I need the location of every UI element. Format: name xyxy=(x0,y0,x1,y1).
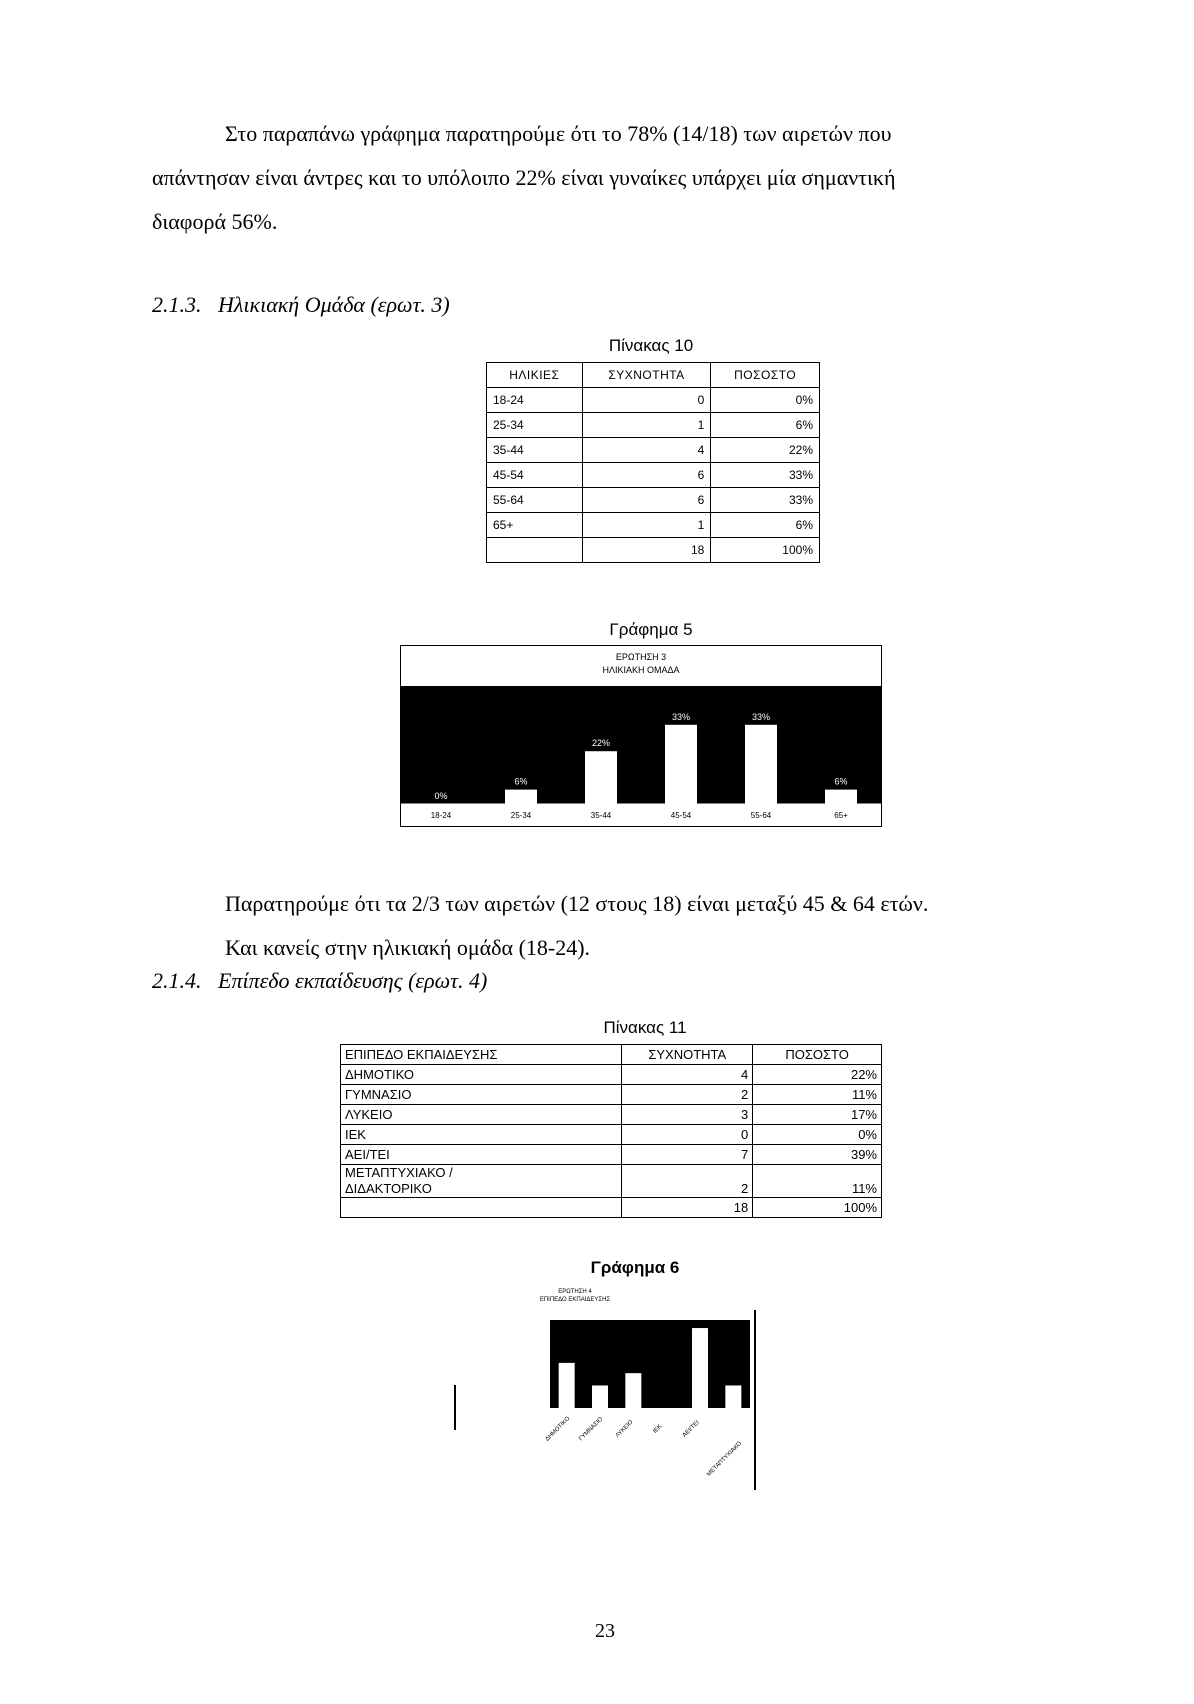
bar xyxy=(725,1385,741,1408)
table-row xyxy=(487,513,820,538)
x-tick-label: 45-54 xyxy=(670,811,692,820)
total-percent-cell: 100% xyxy=(753,1198,882,1218)
percent-cell: 0% xyxy=(711,388,820,413)
bar xyxy=(825,790,857,804)
bar xyxy=(559,1363,575,1408)
table-row xyxy=(341,1165,882,1198)
bar xyxy=(745,725,777,804)
table-total-row xyxy=(341,1198,882,1218)
table-row xyxy=(341,1125,882,1145)
x-tick-label: ΔΗΜΟΤΙΚΟ xyxy=(544,1415,572,1443)
data-label: 33% xyxy=(751,711,771,722)
age-note-line-1: Παρατηρούμε ότι τα 2/3 των αιρετών (12 στους 18) είναι μεταξύ 45 & 64 ετών. xyxy=(225,891,929,916)
age-group-cell: 35-44 xyxy=(487,438,583,463)
plot-area xyxy=(401,686,881,804)
bar xyxy=(505,790,537,804)
bar xyxy=(585,751,617,804)
table-row xyxy=(487,488,820,513)
section-number: 2.1.3. xyxy=(152,292,202,317)
bar xyxy=(665,725,697,804)
frequency-cell: 4 xyxy=(622,1065,753,1085)
bar xyxy=(625,1373,641,1408)
frequency-header: ΣΥΧΝΟΤΗΤΑ xyxy=(582,363,711,388)
chart6-caption: Γράφημα 6 xyxy=(590,1258,680,1277)
total-percent-cell: 100% xyxy=(711,538,820,563)
frequency-cell: 6 xyxy=(582,488,711,513)
total-frequency-cell: 18 xyxy=(622,1198,753,1218)
table-row xyxy=(487,438,820,463)
intro-line-1: Στο παραπάνω γράφημα παρατηρούμε ότι το 78% (14/18) των αιρετών που xyxy=(225,121,892,146)
age-group-cell: 55-64 xyxy=(487,488,583,513)
education-header: ΕΠΙΠΕΔΟ ΕΚΠΑΙΔΕΥΣΗΣ xyxy=(341,1045,622,1065)
frequency-cell: 1 xyxy=(582,513,711,538)
percent-cell: 11% xyxy=(753,1165,882,1198)
table-row xyxy=(341,1065,882,1085)
table10-caption: Πίνακας 10 xyxy=(608,336,694,355)
percent-cell: 6% xyxy=(711,413,820,438)
section-number: 2.1.4. xyxy=(152,968,202,993)
education-level-cell: ΙΕΚ xyxy=(341,1125,622,1145)
x-tick-label: ΛΥΚΕΙΟ xyxy=(614,1419,635,1440)
chart-title: ΕΡΩΤΗΣΗ 4 xyxy=(558,1289,592,1295)
percent-header: ΠΟΣΟΣΤΟ xyxy=(711,363,820,388)
percent-cell: 17% xyxy=(753,1105,882,1125)
page-number: 23 xyxy=(595,1620,615,1642)
percent-cell: 33% xyxy=(711,463,820,488)
table-row xyxy=(487,388,820,413)
data-label: 6% xyxy=(834,776,848,787)
x-tick-label: 65+ xyxy=(834,811,848,820)
education-level-cell: ΔΗΜΟΤΙΚΟ xyxy=(341,1065,622,1085)
percent-cell: 22% xyxy=(711,438,820,463)
total-frequency-cell: 18 xyxy=(582,538,711,563)
x-tick-label: ΑΕΙ/ΤΕΙ xyxy=(681,1419,701,1439)
table-header-row xyxy=(487,363,820,388)
section-title: Επίπεδο εκπαίδευσης (ερωτ. 4) xyxy=(218,968,488,993)
percent-cell: 22% xyxy=(753,1065,882,1085)
frequency-cell: 4 xyxy=(582,438,711,463)
education-level-line-2: ΔΙΔΑΚΤΟΡΙΚΟ xyxy=(345,1181,432,1196)
x-tick-label: 35-44 xyxy=(590,811,612,820)
frequency-cell: 0 xyxy=(622,1125,753,1145)
age-header: ΗΛΙΚΙΕΣ xyxy=(487,363,583,388)
x-tick-label: ΙΕΚ xyxy=(652,1423,664,1435)
section-heading-education xyxy=(152,968,487,994)
percent-header: ΠΟΣΟΣΤΟ xyxy=(753,1045,882,1065)
education-chart-svg xyxy=(450,1280,760,1490)
education-level-cell xyxy=(341,1165,622,1198)
frequency-cell: 2 xyxy=(622,1165,753,1198)
section-heading-age xyxy=(152,292,450,318)
education-level-cell: ΑΕΙ/ΤΕΙ xyxy=(341,1145,622,1165)
education-level-line-1: ΜΕΤΑΠΤΥΧΙΑΚΟ / xyxy=(345,1165,453,1180)
data-label: 6% xyxy=(514,776,528,787)
percent-cell: 39% xyxy=(753,1145,882,1165)
education-chart xyxy=(450,1280,760,1490)
percent-cell: 11% xyxy=(753,1085,882,1105)
section-title: Ηλικιακή Ομάδα (ερωτ. 3) xyxy=(218,292,450,317)
education-level-cell: ΛΥΚΕΙΟ xyxy=(341,1105,622,1125)
chart-title: ΕΡΩΤΗΣΗ 3 xyxy=(615,652,667,662)
intro-line-3: διαφορά 56%. xyxy=(152,209,278,234)
age-table xyxy=(486,362,820,563)
education-level-cell: ΓΥΜΝΑΣΙΟ xyxy=(341,1085,622,1105)
table-row xyxy=(487,463,820,488)
age-chart xyxy=(400,645,882,827)
frequency-cell: 6 xyxy=(582,463,711,488)
percent-cell: 6% xyxy=(711,513,820,538)
table-total-row xyxy=(487,538,820,563)
x-tick-label: 18-24 xyxy=(430,811,452,820)
chart-subtitle: ΕΠΙΠΕΔΟ ΕΚΠΑΙΔΕΥΣΗΣ xyxy=(539,1297,611,1303)
frequency-cell: 7 xyxy=(622,1145,753,1165)
age-group-cell: 65+ xyxy=(487,513,583,538)
percent-cell: 0% xyxy=(753,1125,882,1145)
intro-line-2: απάντησαν είναι άντρες και το υπόλοιπο 22% είναι γυναίκες υπάρχει μία σημαντική xyxy=(152,165,896,190)
total-label-cell xyxy=(487,538,583,563)
age-group-cell: 25-34 xyxy=(487,413,583,438)
x-tick-label: ΜΕΤΑΠΤΥΧΙΑΚΟ xyxy=(706,1440,744,1478)
chart5-caption: Γράφημα 5 xyxy=(609,620,693,639)
frequency-cell: 3 xyxy=(622,1105,753,1125)
frequency-header: ΣΥΧΝΟΤΗΤΑ xyxy=(622,1045,753,1065)
percent-cell: 33% xyxy=(711,488,820,513)
table11-caption: Πίνακας 11 xyxy=(603,1018,687,1037)
x-tick-label: 25-34 xyxy=(510,811,532,820)
education-table xyxy=(340,1044,882,1218)
chart-subtitle: ΗΛΙΚΙΑΚΗ ΟΜΑΔΑ xyxy=(602,665,680,675)
x-tick-label: 55-64 xyxy=(750,811,772,820)
data-label: 0% xyxy=(434,791,448,801)
x-tick-label: ΓΥΜΝΑΣΙΟ xyxy=(578,1416,605,1443)
table-header-row xyxy=(341,1045,882,1065)
total-label-cell xyxy=(341,1198,622,1218)
age-group-cell: 18-24 xyxy=(487,388,583,413)
frequency-cell: 1 xyxy=(582,413,711,438)
plot-area xyxy=(550,1320,750,1408)
table-row xyxy=(341,1105,882,1125)
table-row xyxy=(341,1145,882,1165)
data-label: 22% xyxy=(591,738,611,749)
bar xyxy=(592,1385,608,1408)
bar xyxy=(692,1328,708,1408)
frequency-cell: 2 xyxy=(622,1085,753,1105)
frequency-cell: 0 xyxy=(582,388,711,413)
data-label: 33% xyxy=(671,711,691,722)
age-group-cell: 45-54 xyxy=(487,463,583,488)
age-chart-svg xyxy=(401,646,881,826)
table-row xyxy=(341,1085,882,1105)
age-note-line-2: Και κανείς στην ηλικιακή ομάδα (18-24). xyxy=(225,935,591,960)
table-row xyxy=(487,413,820,438)
